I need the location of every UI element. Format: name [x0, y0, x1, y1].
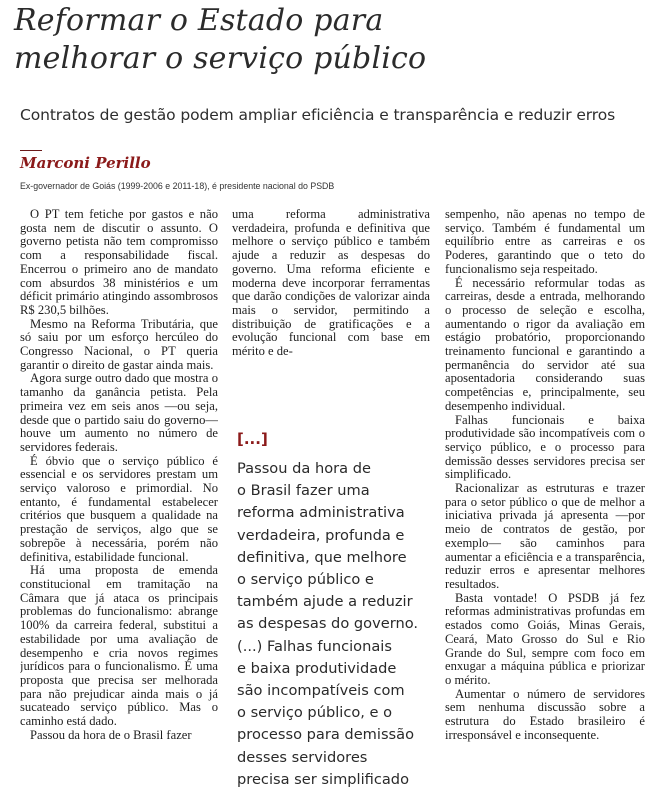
paragraph: Basta vontade! O PSDB já fez reformas administrativas profundas em estados como Goiás, Minas Gerais, Ceará, Mato Grosso do Sul e Rio Grande do Sul, sempre com foco em enxugar a máquina pública e priorizar o mérito.: [445, 590, 645, 687]
author-name: Marconi Perillo: [20, 154, 151, 172]
paragraph: É necessário reformular todas as carreiras, desde a entrada, melhorando o processo de seleção e escolha, aumentando o rigor da avaliação em estágio probatório, proporcionando treinamento funcional e garantindo a permanência do servidor até sua aposentadoria considerando suas competências e, principalmente, seu desempenho individual.: [445, 275, 645, 413]
pullquote-line: são incompatíveis com: [237, 682, 405, 700]
subtitle: Contratos de gestão podem ampliar eficiência e transparência e reduzir erros: [20, 106, 616, 124]
paragraph: Aumentar o número de servidores sem nenhuma discussão sobre a estrutura do Estado brasileiro é irresponsável e inconsequente.: [445, 686, 645, 742]
pullquote: [237, 458, 437, 791]
paragraph: O PT tem fetiche por gastos e não gosta nem de discutir o assunto. O governo petista não tem compromisso com a responsabilidade fiscal. Encerrou o primeiro ano de mandato com absurdos 38 ministérios e um déficit primário atingindo assombrosos R$ 230,5 bilhões.: [20, 208, 218, 317]
pullquote-line: o serviço público, e o: [237, 704, 393, 722]
column-1: [20, 208, 218, 763]
pullquote-line: verdadeira, profunda e: [237, 526, 405, 544]
pullquote-line: desses servidores: [237, 748, 368, 766]
paragraph: sempenho, não apenas no tempo de serviço. Também é fundamental um equilíbrio entre as carreiras e os Poderes, garantindo que o teto do funcionalismo seja respeitado.: [445, 208, 645, 276]
paragraph: É óbvio que o serviço público é essencial e os servidores prestam um serviço valoroso e primordial. No entanto, é fundamental estabelecer critérios que busquem a qualidade na prestação de serviços, algo que se sobrepõe à necessária, porém não definitiva, estabilidade funcional.: [20, 453, 218, 564]
paragraph: Passou da hora de o Brasil fazer: [30, 727, 192, 742]
pullquote-line: Passou da hora de: [237, 460, 371, 477]
paragraph: Agora surge outro dado que mostra o tamanho da ganância petista. Pela primeira vez em seis anos —ou seja, desde que o partido saiu do governo— houve um aumento no número de servidores federais.: [20, 371, 218, 454]
pullquote-line: também ajude a reduzir: [237, 593, 413, 611]
pullquote-mark: [...]: [237, 430, 268, 448]
headline-line-2: melhorar o serviço público: [14, 41, 427, 76]
paragraph: uma reforma administrativa verdadeira, profunda e definitiva que melhore o serviço público e também ajude a reduzir as despesas do governo. Uma reforma eficiente e moderna deve incorporar ferramentas que darão condições de valorizar ainda mais o servidor, permitindo a distribuição de gratificações e a evolução funcional com base em mérito e de-: [232, 208, 430, 359]
paragraph: Racionalizar as estruturas e trazer para o setor público o que de melhor a iniciativa privada já apresenta —por meio de contratos de gestão, por exemplo— são caminhos para aumentar a eficiência e a transparência, reduzir erros e apresentar melhores resultados.: [445, 481, 645, 591]
paragraph: Mesmo na Reforma Tributária, que só saiu por um esforço hercúleo do Congresso Nacional, o PT queria garantir o direito de gastar ainda mais.: [20, 316, 218, 372]
pullquote-line: reforma administrativa: [237, 504, 405, 522]
paragraph: Há uma proposta de emenda constitucional em tramitação na Câmara que já ataca os principais problemas do funcionalismo: abrange 100% da carreira federal, substitui a estabilidade por uma avaliação de desempenho e cria novos regimes jurídicos para o funcionalismo. É uma proposta que precisa ser melhorada para não prejudicar ainda mais o já sucateado serviço público. Mas o caminho está dado.: [20, 563, 218, 729]
paragraph: Falhas funcionais e baixa produtividade são incompatíveis com o serviço público, e o processo para demissão desses servidores precisa ser simplificado.: [445, 412, 645, 482]
pullquote-line: processo para demissão: [237, 726, 415, 744]
pullquote-line: o Brasil fazer uma: [237, 482, 370, 500]
pullquote-line: e baixa produtividade: [237, 659, 397, 677]
pullquote-line: (...) Falhas funcionais: [237, 637, 392, 655]
pullquote-line: o serviço público e: [237, 571, 374, 589]
pullquote-line: definitiva, que melhore: [237, 548, 407, 566]
pullquote-line: as despesas do governo.: [237, 615, 419, 633]
pullquote-line: precisa ser simplificado: [237, 770, 410, 788]
headline: [14, 2, 426, 78]
author-rule: [20, 150, 42, 151]
headline-line-1: Reformar o Estado para: [14, 3, 384, 38]
column-3: [445, 208, 645, 763]
column-2: [232, 208, 430, 360]
author-bio: Ex-governador de Goiás (1999-2006 e 2011-18), é presidente nacional do PSDB: [20, 181, 335, 191]
